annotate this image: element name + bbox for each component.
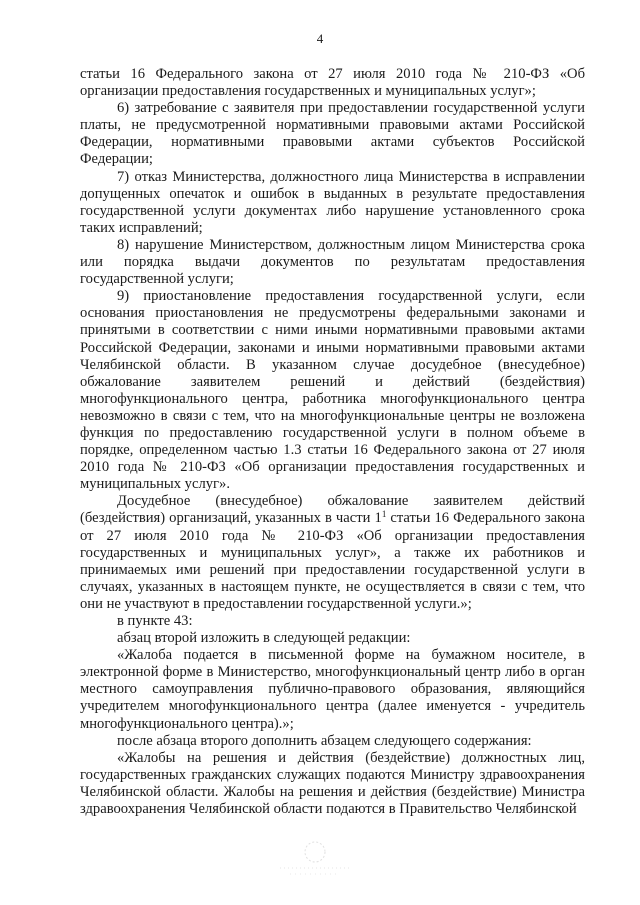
paragraph: «Жалобы на решения и действия (бездействие) должностных лиц, государственных гражданских служащих подаются Министру здравоохранения Челябинской области. Жалобы на решения и действия (бездействие) Министра здравоохранения Челябинской области подаются в Правительство Челябинской [80,749,585,818]
paragraph: после абзаца второго дополнить абзацем следующего содержания: [117,732,532,749]
paragraph-with-footnote [80,493,585,613]
paragraph: статьи 16 Федерального закона от 27 июля 2010 года № 210-ФЗ «Об организации предоставления государственных и муниципальных услуг»; [80,66,585,100]
paragraph: 6) затребование с заявителя при предоставлении государственной услуги платы, не предусмотренной нормативными правовыми актами Российской Федерации, нормативными правовыми актами субъектов Российской Федерации; [80,100,585,168]
page-number: 4 [316,31,324,46]
paragraph: в пункте 43: [117,613,193,629]
paragraph-text: Досудебное (внесудебное) обжалование заявителем действий (бездействия) организаций, указанных в части 1 [80,493,585,527]
document-body [80,66,585,818]
paragraph: 9) приостановление предоставления государственной услуги, если основания приостановления не предусмотрены федеральными законами и принятыми в соответствии с ними иными нормативными правовыми актами Российской Федерации, законами и иными нормативными правовыми актами Челябинской области. В указанном случае досудебное (внесудебное) обжалование заявителем решений и действий (бездействия) многофункционального центра, работника многофункционального центра невозможно в связи с тем, что на многофункциональные центры не возложена функция по предоставлению государственной услуги в полном объеме в порядке, определенном частью 1.3 статьи 16 Федерального закона от 27 июля 2010 года № 210-ФЗ «Об организации предоставления государственных и муниципальных услуг». [80,288,585,493]
faded-stamp-mark [270,838,360,878]
paragraph: 7) отказ Министерства, должностного лица Министерства в исправлении допущенных опечаток и ошибок в выданных в результате предоставления государственной услуги документах либо нарушение установленного срока таких исправлений; [80,168,585,236]
superscript-index: 1 [381,509,387,520]
paragraph: 8) нарушение Министерством, должностным лицом Министерства срока или порядка выдачи документов по результатам предоставления государственной услуги; [80,236,585,288]
paragraph: абзац второй изложить в следующей редакции: [117,630,411,647]
paragraph: «Жалоба подается в письменной форме на бумажном носителе, в электронной форме в Министерство, многофункциональный центр либо в орган местного самоуправления публично-правового образования, являющийся учредителем многофункционального центра (далее именуется - учредитель многофункционального центра).»; [80,647,585,732]
paragraph-text: статьи 16 Федерального закона от 27 июля 2010 года № 210-ФЗ «Об организации предоставления государственных и муниципальных услуг», а также их работников и принимаемых ими решений при предоставлении государственной услуги в случаях, указанных в настоящем пункте, не осуществляется в связи с тем, что они не участвуют в предоставлении государственной услуги.»; [80,510,585,612]
